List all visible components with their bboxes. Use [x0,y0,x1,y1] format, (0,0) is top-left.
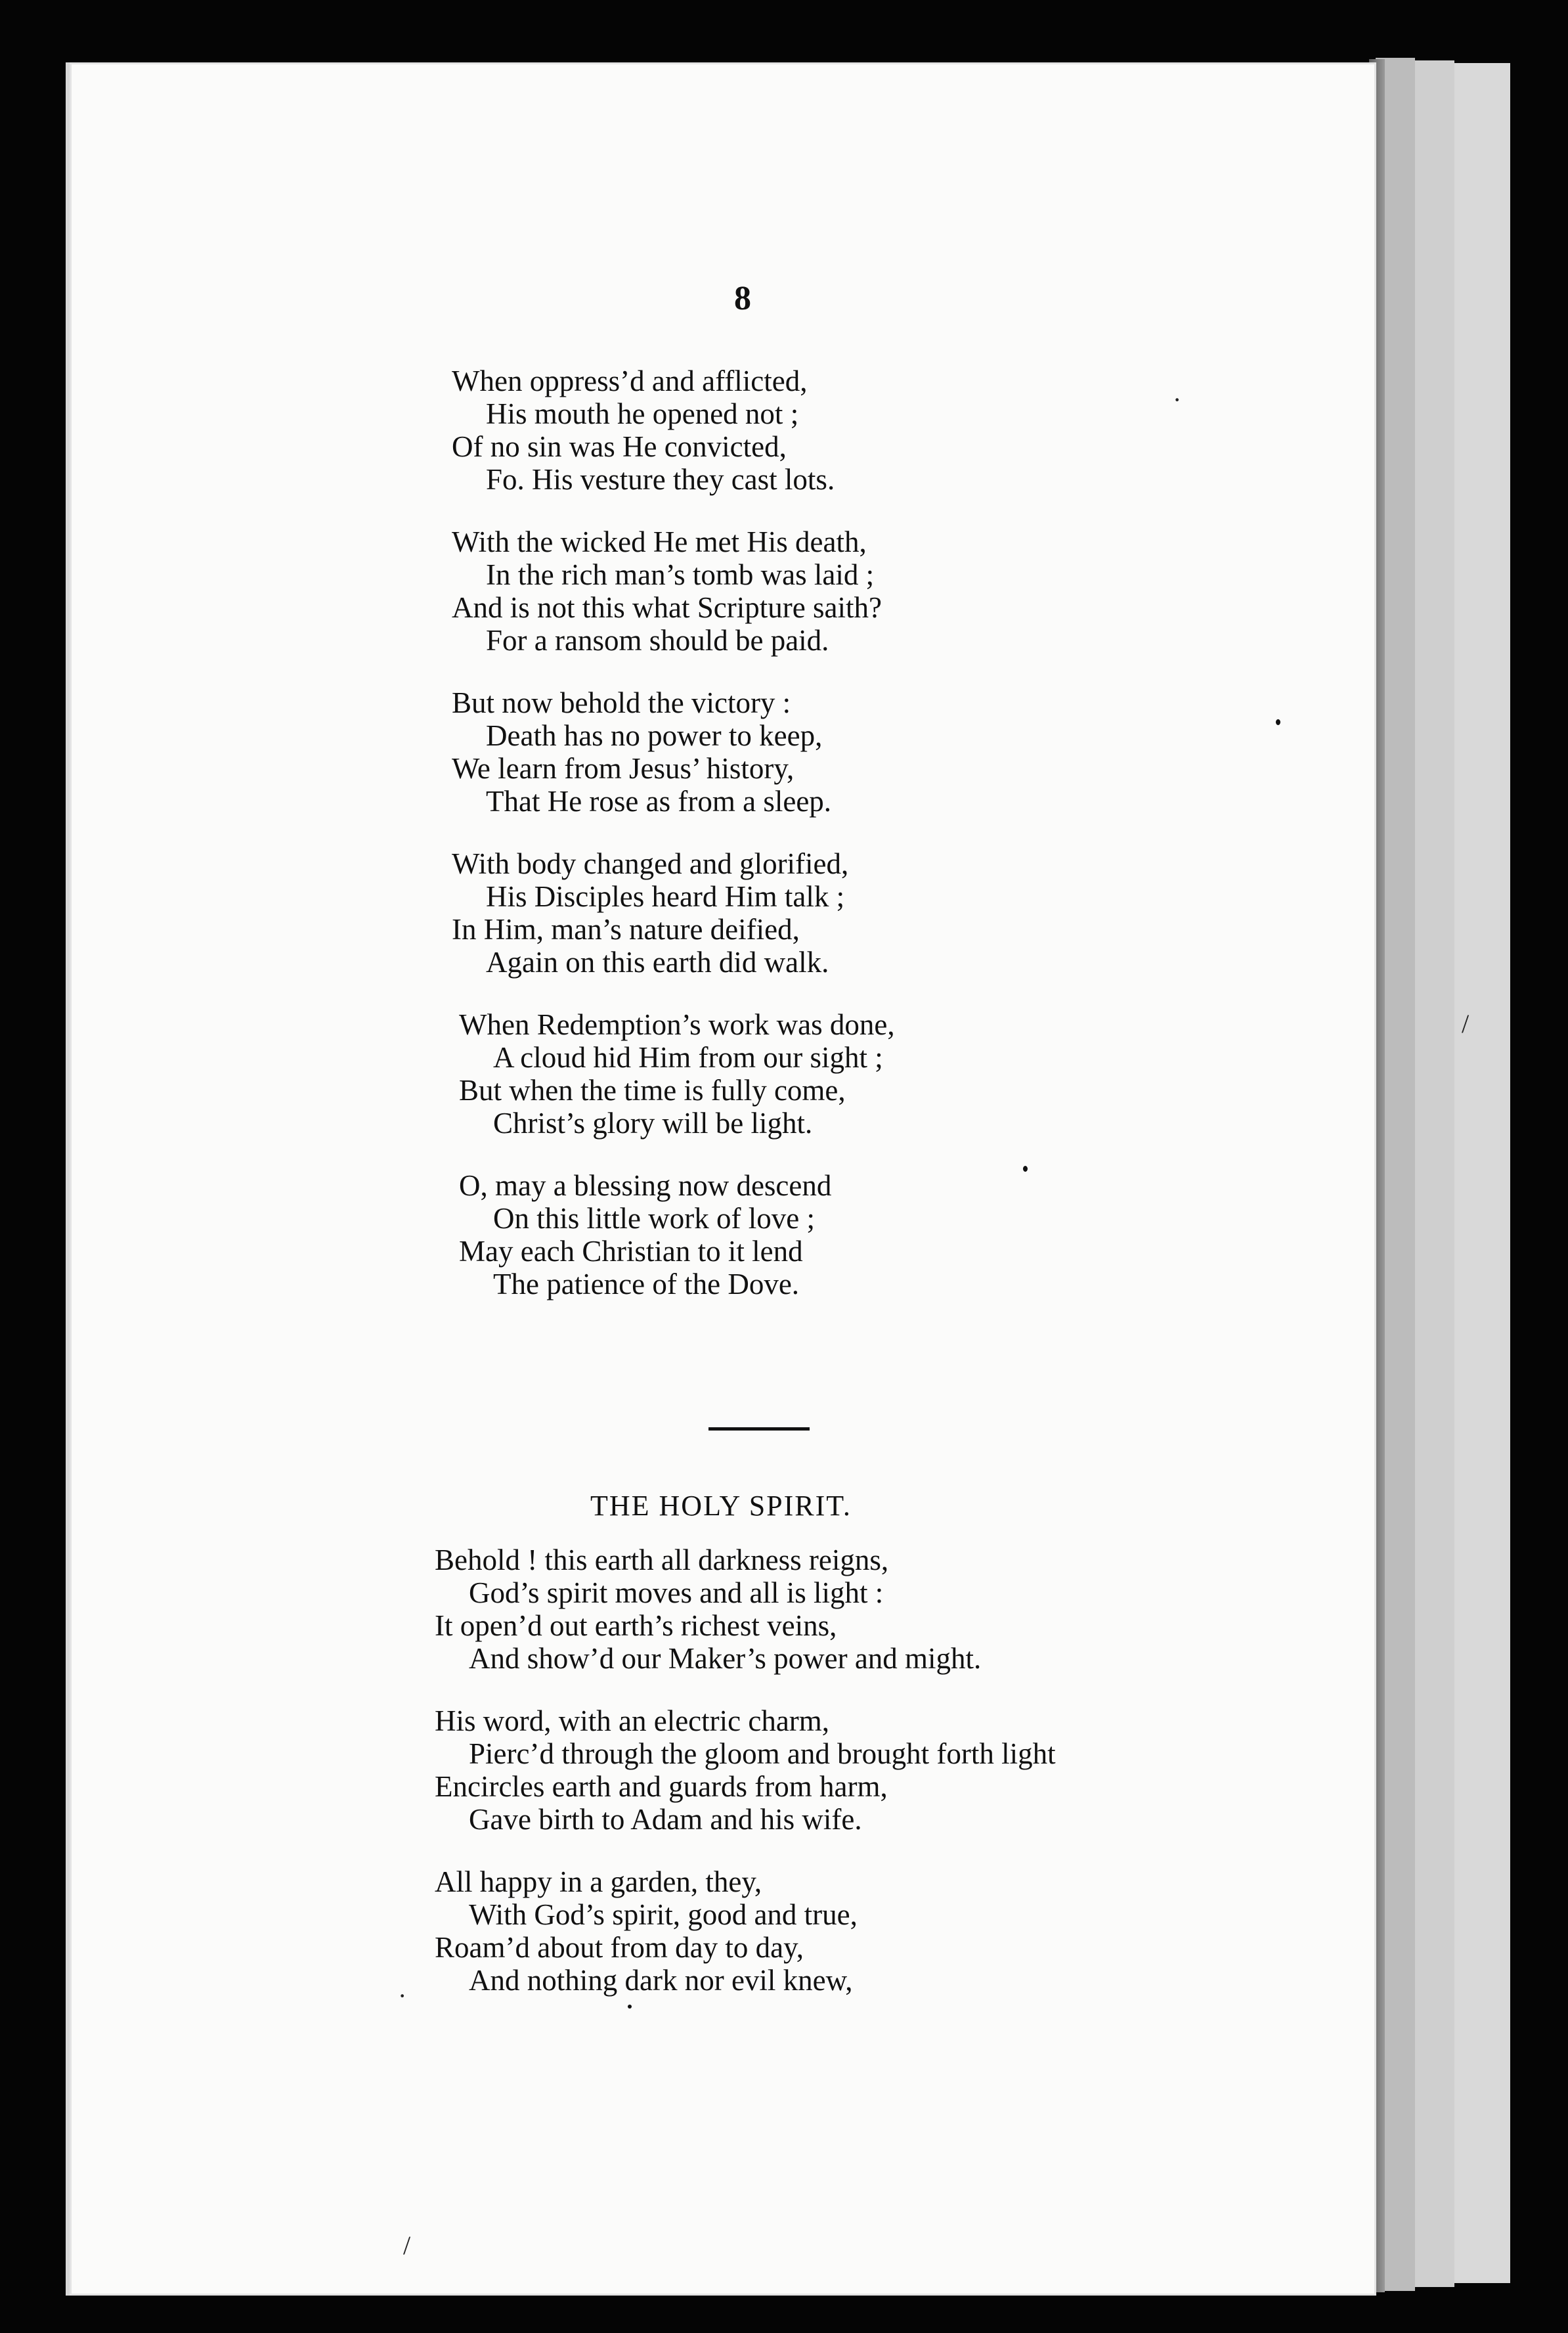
section-divider [708,1427,810,1431]
poem-line: Death has no power to keep, [486,719,823,752]
poem-line: In Him, man’s nature deified, [452,913,800,946]
poem-line: And nothing dark nor evil knew, [469,1964,853,1997]
poem1-stanza-2 [452,525,882,657]
poem-line: Behold ! this earth all darkness reigns, [435,1544,889,1576]
poem1-stanza-1 [452,365,835,496]
poem-line: But when the time is fully come, [459,1074,846,1107]
poem-line: In the rich man’s tomb was laid ; [486,558,875,591]
ink-mark: · [1173,385,1182,414]
ink-mark: / [403,2231,411,2260]
poem1-stanza-6 [459,1169,831,1300]
poem-line: And is not this what Scripture saith? [452,591,882,624]
poem-line: O, may a blessing now descend [459,1169,832,1202]
poem1-stanza-3 [452,686,831,818]
poem-line: God’s spirit moves and all is light : [469,1576,884,1609]
poem-line: It open’d out earth’s richest veins, [435,1609,837,1642]
poem1-stanza-5 [459,1008,895,1140]
poem-line: When Redemption’s work was done, [459,1008,895,1041]
ink-mark: · [398,1981,407,2011]
poem-line: May each Christian to it lend [459,1235,803,1268]
poem-line: With God’s spirit, good and true, [469,1898,858,1931]
poem-line: And show’d our Maker’s power and might. [469,1642,982,1675]
poem-line: Encircles earth and guards from harm, [435,1770,888,1803]
poem-line: Christ’s glory will be light. [493,1107,813,1140]
section-title: THE HOLY SPIRIT. [590,1490,852,1522]
poem-line: Gave birth to Adam and his wife. [469,1803,862,1836]
poem-line: The patience of the Dove. [493,1268,800,1300]
poem-line: For a ransom should be paid. [486,624,829,657]
poem-line: His Disciples heard Him talk ; [486,880,845,913]
poem2-stanza-1 [435,1544,981,1675]
ink-speck [1276,719,1280,725]
poem-line: With body changed and glorified, [452,847,849,880]
poem-line: With the wicked He met His death, [452,525,867,558]
poem-line: Again on this earth did walk. [486,946,829,979]
poem-line: His word, with an electric charm, [435,1704,830,1737]
poem-line: A cloud hid Him from our sight ; [493,1041,883,1074]
poem2-stanza-2 [435,1704,1056,1836]
poem2-stanza-3 [435,1865,858,1997]
poem-line: But now behold the victory : [452,686,791,719]
ink-speck [628,2005,632,2009]
page-number: 8 [734,280,751,317]
poem-line: We learn from Jesus’ history, [452,752,795,785]
poem-line: Pierc’d through the gloom and brought forth light [469,1737,1056,1770]
poem-line: On this little work of love ; [493,1202,815,1235]
poem-line: That He rose as from a sleep. [486,785,832,818]
poem-line: Of no sin was He convicted, [452,430,787,463]
poem1-stanza-4 [452,847,848,979]
ink-mark: / [1462,1009,1470,1038]
poem-line: His mouth he opened not ; [486,397,799,430]
poem-line: When oppress’d and afflicted, [452,365,808,397]
book-page [66,62,1470,2296]
poem-line: Roam’d about from day to day, [435,1931,804,1964]
ink-speck [1023,1166,1028,1172]
poem-line: Fo. His vesture they cast lots. [486,463,835,496]
poem-line: All happy in a garden, they, [435,1865,762,1898]
